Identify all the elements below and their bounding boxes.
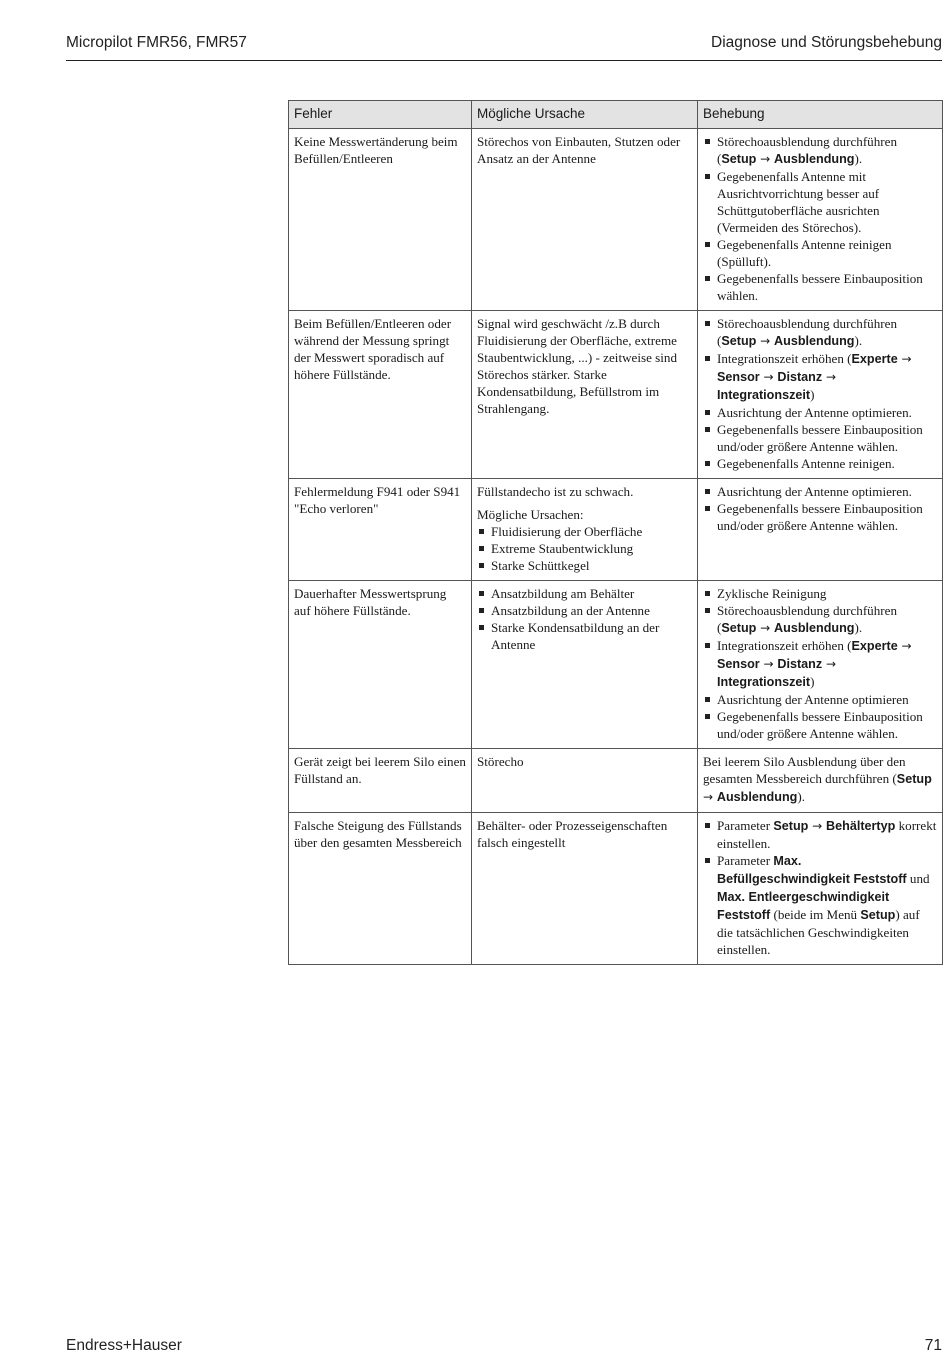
list-item [703,691,937,708]
text-segment: ). [797,789,805,804]
text-segment: Gegebenenfalls Antenne reinigen. [717,456,895,471]
text-segment: ) [810,674,815,689]
table-header-row [289,101,943,129]
arrow-icon: → [756,334,775,348]
cause-list [477,523,692,574]
text-segment: (beide im Menü [770,907,861,922]
text-segment: Störechoausblendung durchführen ( [717,134,897,166]
text-segment: ) auf die tatsächlichen Geschwindigkeiten einstellen. [717,907,920,957]
arrow-icon: → [756,621,775,635]
list-item [703,585,937,602]
menu-path-label: Max. Befüllgeschwindigkeit Feststoff [717,854,907,886]
behebung-cell [698,129,943,311]
menu-path-label: Ausblendung [774,621,855,635]
list-item: Starke Kondensatbildung an der Antenne [477,619,692,653]
arrow-icon: → [822,657,837,671]
arrow-icon: → [822,370,837,384]
menu-path-label: Max. Entleergeschwindigkeit Feststoff [717,890,890,922]
remedy-list [703,817,937,958]
text-segment: Ausrichtung der Antenne optimieren [717,692,909,707]
fehler-cell: Falsche Steigung des Füllstands über den gesamten Messbereich [289,813,472,965]
menu-path-label: Behältertyp [826,819,896,833]
list-item: Starke Schüttkegel [477,557,692,574]
behebung-cell [698,479,943,581]
list-item [703,133,937,168]
text-segment: Gegebenenfalls Antenne mit Ausrichtvorrichtung besser auf Schüttgutoberfläche ausrichten (Vermeiden des Störechos). [717,169,880,235]
text-segment: Störechoausblendung durchführen ( [717,603,897,635]
menu-path-label: Setup [721,621,757,635]
behebung-cell [698,311,943,479]
text-segment: korrekt einstellen. [717,818,937,851]
text-segment: Parameter [717,818,774,833]
ursache-cell: Signal wird geschwächt /z.B durch Fluidisierung der Oberfläche, extreme Staubentwicklung, ...) - zeitweise sind Störechos stärker. Starke Kondensatbildung, Befüllstrom im Strahlengang. [472,311,698,479]
arrow-icon: → [759,370,778,384]
remedy-text [703,753,937,806]
menu-path-label: Distanz [777,370,823,384]
arrow-icon: → [703,790,717,804]
list-item [703,270,937,304]
text-segment: Ausrichtung der Antenne optimieren. [717,484,912,499]
menu-path-label: Setup [896,772,932,786]
list-item [703,404,937,421]
list-item [703,637,937,691]
troubleshooting-table [288,100,943,965]
section-title: Diagnose und Störungsbehebung [711,34,942,51]
table-row [289,581,943,749]
table-row [289,311,943,479]
list-item: Ansatzbildung am Behälter [477,585,692,602]
menu-path-label: Integrationszeit [717,388,811,402]
arrow-icon: → [808,819,827,833]
list-item [703,500,937,534]
ursache-cell: Störecho [472,749,698,813]
text-segment: Bei leerem Silo Ausblendung über den gesamten Messbereich durchführen ( [703,754,906,786]
ursache-text: Füllstandecho ist zu schwach. [477,484,634,499]
list-item [703,168,937,236]
table-row [289,479,943,581]
arrow-icon: → [756,152,775,166]
text-segment: Gegebenenfalls bessere Einbauposition wählen. [717,271,923,303]
ursache-cell [472,479,698,581]
remedy-list [703,483,937,534]
text-segment: und [906,871,930,886]
list-item [703,483,937,500]
column-header-fehler: Fehler [289,101,472,129]
text-segment: Parameter [717,853,774,868]
fehler-cell: Dauerhafter Messwertsprung auf höhere Füllstände. [289,581,472,749]
list-item [703,602,937,637]
list-item [703,315,937,350]
menu-path-label: Setup [860,908,896,922]
page-number: 71 [924,1337,942,1354]
cause-list [477,585,692,653]
menu-path-label: Experte [851,352,898,366]
menu-path-label: Ausblendung [774,334,855,348]
text-segment: Störechoausblendung durchführen ( [717,316,897,348]
text-segment: Gegebenenfalls bessere Einbauposition und/oder größere Antenne wählen. [717,422,923,454]
menu-path-label: Experte [851,639,898,653]
column-header-ursache: Mögliche Ursache [472,101,698,129]
text-segment: ). [854,620,863,635]
menu-path-label: Ausblendung [716,790,798,804]
behebung-cell [698,581,943,749]
menu-path-label: Setup [721,334,757,348]
ursache-cell: Behälter- oder Prozesseigenschaften falsch eingestellt [472,813,698,965]
list-item [703,236,937,270]
menu-path-label: Setup [721,152,757,166]
remedy-list [703,133,937,304]
text-segment: Zyklische Reinigung [717,586,827,601]
ursache-subheading: Mögliche Ursachen: [477,507,584,522]
arrow-icon: → [897,352,912,366]
menu-path-label: Ausblendung [774,152,855,166]
list-item [703,708,937,742]
behebung-cell [698,813,943,965]
remedy-list [703,585,937,742]
behebung-cell [698,749,943,813]
text-segment: ). [854,151,863,166]
menu-path-label: Sensor [717,370,760,384]
brand-name: Endress+Hauser [66,1337,182,1354]
list-item: Fluidisierung der Oberfläche [477,523,692,540]
text-segment: Ausrichtung der Antenne optimieren. [717,405,912,420]
arrow-icon: → [759,657,778,671]
fehler-cell: Fehlermeldung F941 oder S941 "Echo verloren" [289,479,472,581]
ursache-cell: Störechos von Einbauten, Stutzen oder Ansatz an der Antenne [472,129,698,311]
ursache-cell [472,581,698,749]
menu-path-label: Setup [773,819,809,833]
list-item: Ansatzbildung an der Antenne [477,602,692,619]
list-item [703,455,937,472]
text-segment: Gegebenenfalls bessere Einbauposition und/oder größere Antenne wählen. [717,709,923,741]
text-segment: Integrationszeit erhöhen ( [717,351,852,366]
list-item [703,350,937,404]
fehler-cell: Keine Messwertänderung beim Befüllen/Entleeren [289,129,472,311]
arrow-icon: → [897,639,912,653]
column-header-behebung: Behebung [698,101,943,129]
table-row [289,813,943,965]
fehler-cell: Gerät zeigt bei leerem Silo einen Füllstand an. [289,749,472,813]
text-segment: ). [854,333,863,348]
text-segment: Gegebenenfalls Antenne reinigen (Spülluft). [717,237,892,269]
table-row [289,749,943,813]
fehler-cell: Beim Befüllen/Entleeren oder während der Messung springt der Messwert sporadisch auf höhere Füllstände. [289,311,472,479]
list-item [703,817,937,852]
menu-path-label: Sensor [717,657,760,671]
document-title: Micropilot FMR56, FMR57 [66,34,247,51]
remedy-list [703,315,937,472]
menu-path-label: Integrationszeit [717,675,811,689]
list-item [703,421,937,455]
text-segment: Integrationszeit erhöhen ( [717,638,852,653]
menu-path-label: Distanz [777,657,823,671]
text-segment: ) [810,387,815,402]
list-item: Extreme Staubentwicklung [477,540,692,557]
table-row [289,129,943,311]
page-header [66,30,942,61]
list-item [703,852,937,958]
text-segment: Gegebenenfalls bessere Einbauposition und/oder größere Antenne wählen. [717,501,923,533]
